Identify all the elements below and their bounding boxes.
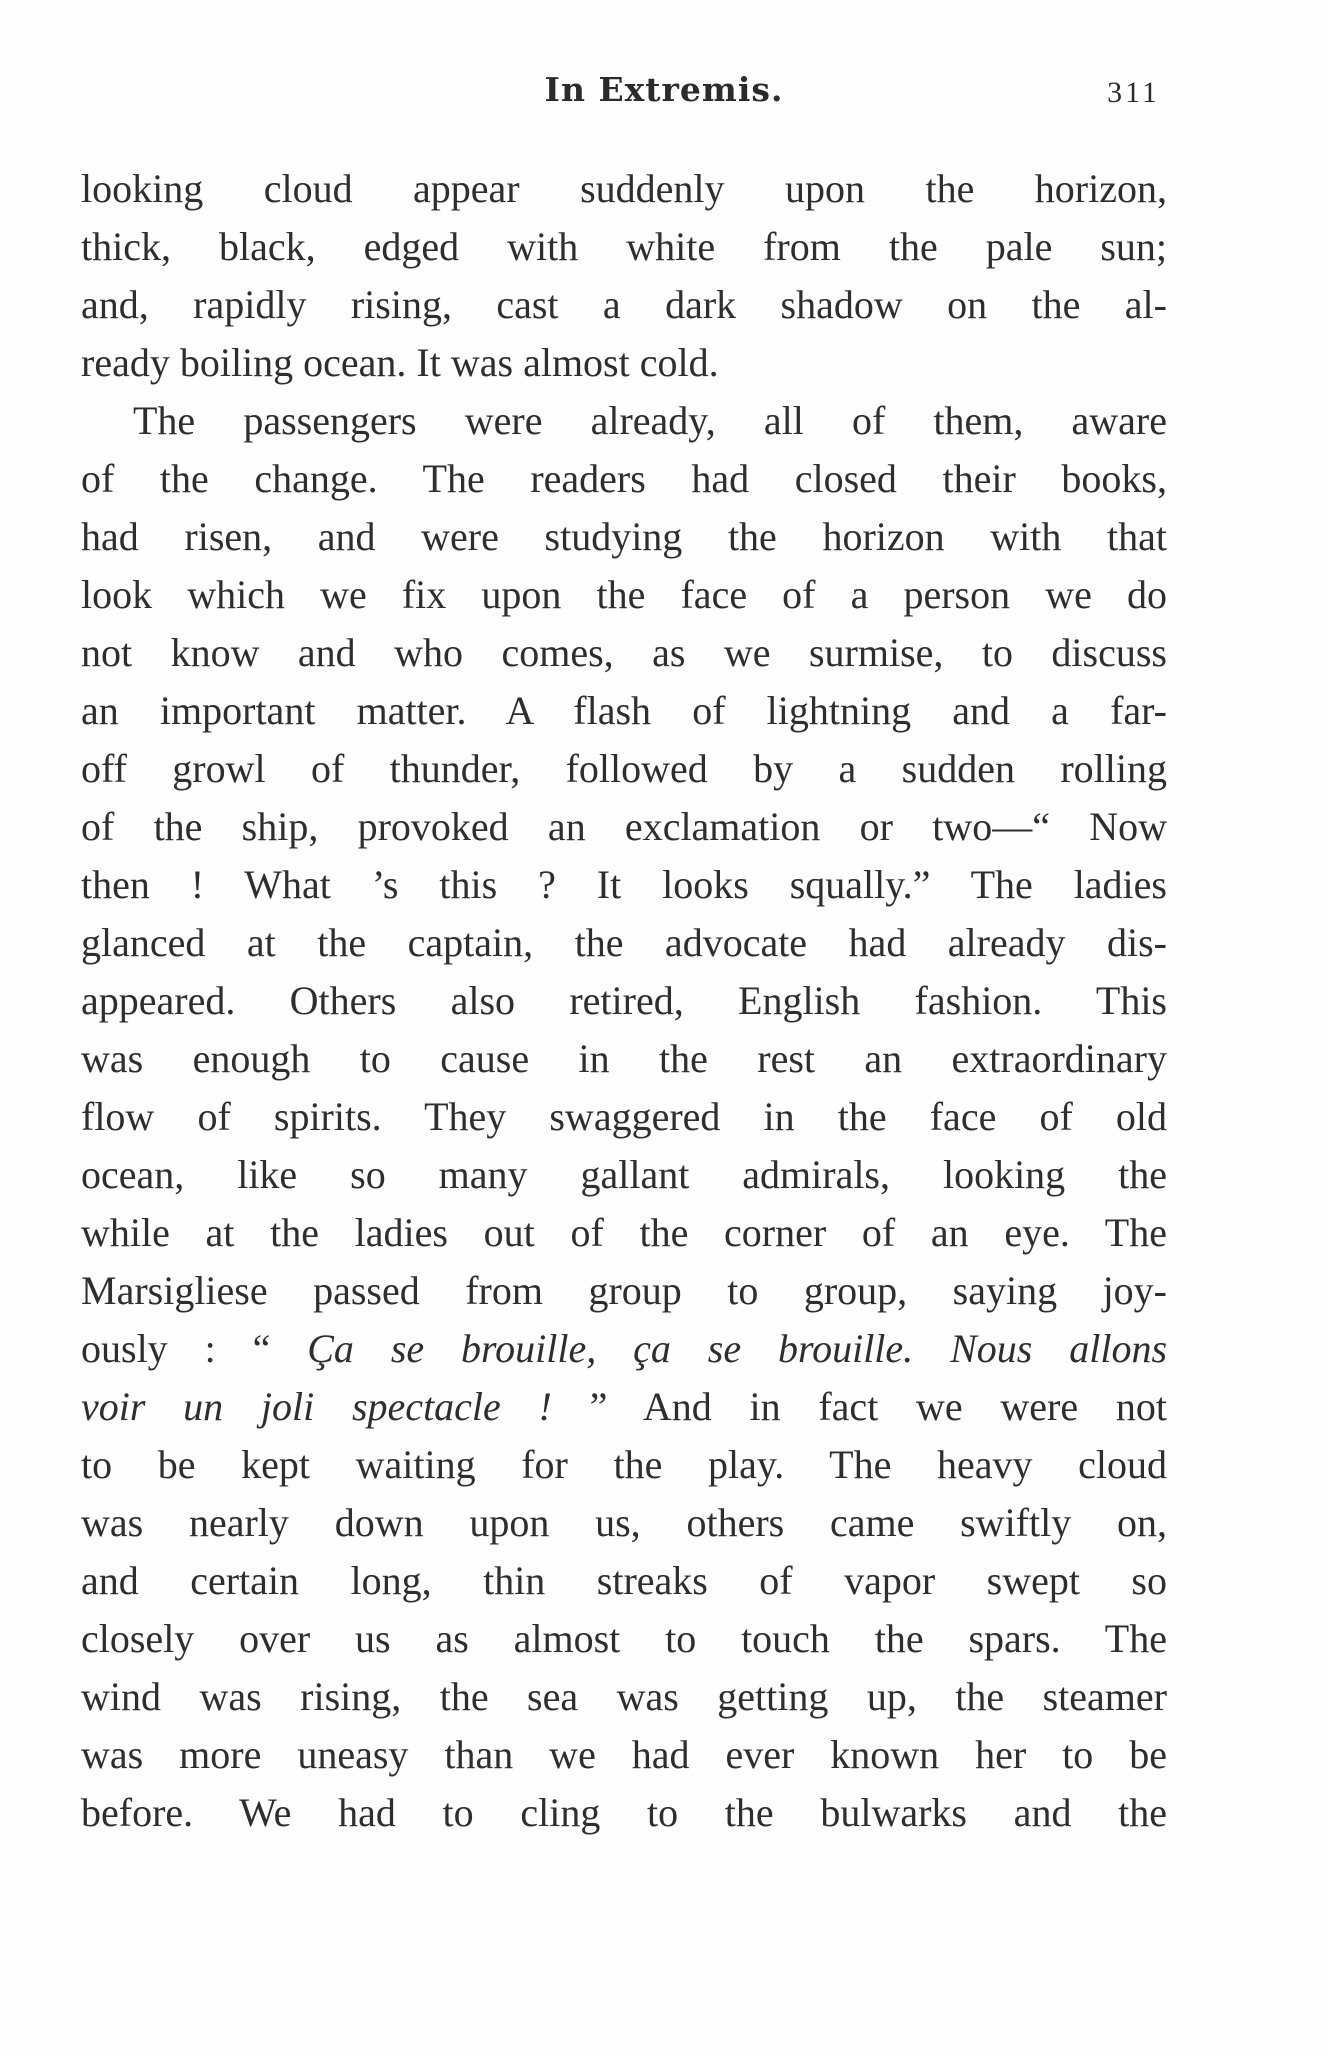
text-line: then ! What ’s this ? It looks squally.” The ladies — [81, 862, 1167, 907]
text-line: was more uneasy than we had ever known her to be — [81, 1732, 1167, 1777]
text-line: and, rapidly rising, cast a dark shadow on the al- — [81, 282, 1167, 327]
line-suffix: ” And in fact we were not — [551, 1384, 1167, 1429]
text-line: appeared. Others also retired, English fashion. This — [81, 978, 1167, 1023]
text-line: was enough to cause in the rest an extraordinary — [81, 1036, 1167, 1081]
text-line: wind was rising, the sea was getting up, the steamer — [81, 1674, 1167, 1719]
text-line: looking cloud appear suddenly upon the horizon, — [81, 166, 1167, 211]
french-phrase: voir un joli spectacle ! — [81, 1384, 552, 1429]
body-text — [81, 160, 1167, 1842]
text-line: while at the ladies out of the corner of an eye. The — [81, 1210, 1167, 1255]
text-line: to be kept waiting for the play. The heavy cloud — [81, 1442, 1167, 1487]
text-line: of the change. The readers had closed their books, — [81, 456, 1167, 501]
running-title: In Extremis. — [544, 70, 784, 109]
text-line: look which we fix upon the face of a person we do — [81, 572, 1167, 617]
text-line: not know and who comes, as we surmise, to discuss — [81, 630, 1167, 675]
text-line: of the ship, provoked an exclamation or two—“ Now — [81, 804, 1167, 849]
text-line: was nearly down upon us, others came swiftly on, — [81, 1500, 1167, 1545]
french-phrase: Ça se brouille, ça se brouille. Nous allons — [307, 1326, 1168, 1371]
text-line: closely over us as almost to touch the spars. The — [81, 1616, 1167, 1661]
text-line: Marsigliese passed from group to group, saying joy- — [81, 1268, 1167, 1313]
text-line-french-2 — [81, 1378, 1167, 1436]
text-line-french-1 — [81, 1320, 1167, 1378]
text-line: off growl of thunder, followed by a sudden rolling — [81, 746, 1167, 791]
text-line: and certain long, thin streaks of vapor swept so — [81, 1558, 1167, 1603]
text-line: before. We had to cling to the bulwarks and the — [81, 1790, 1167, 1835]
text-line: ocean, like so many gallant admirals, looking the — [81, 1152, 1167, 1197]
text-line: had risen, and were studying the horizon with that — [81, 514, 1167, 559]
text-line: The passengers were already, all of them, aware — [133, 398, 1167, 443]
line-prefix: ously : “ — [81, 1326, 308, 1371]
text-line: thick, black, edged with white from the pale sun; — [81, 224, 1167, 269]
page-number: 311 — [1107, 76, 1160, 109]
text-line: an important matter. A flash of lightning and a far- — [81, 688, 1167, 733]
running-head — [0, 70, 1328, 120]
text-line: ready boiling ocean. It was almost cold. — [81, 340, 719, 385]
text-line: glanced at the captain, the advocate had already dis- — [81, 920, 1167, 965]
text-line: flow of spirits. They swaggered in the face of old — [81, 1094, 1167, 1139]
